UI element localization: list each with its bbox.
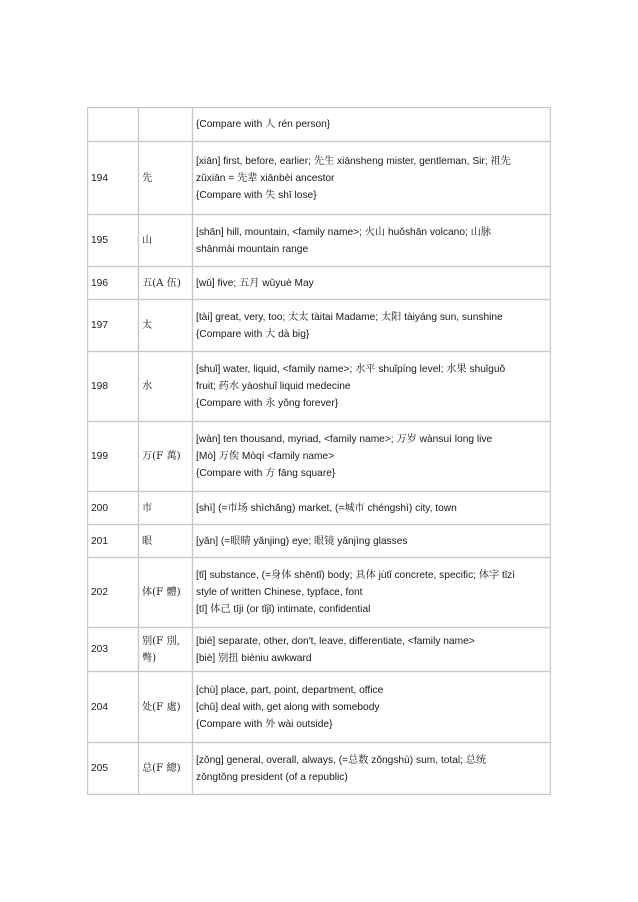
definition-line: [biè] 别扭 bièniu awkward: [196, 652, 312, 664]
entry-definition: [193, 300, 551, 352]
dictionary-table: [87, 107, 551, 795]
table-row: [88, 743, 551, 795]
entry-definition: [193, 352, 551, 422]
table-row: [88, 267, 551, 300]
definition-line: [xiān] first, before, earlier; 先生 xiānsheng mister, gentleman, Sir; 祖先: [196, 155, 511, 167]
entry-character: 总(F 總): [139, 743, 193, 795]
entry-definition: [193, 108, 551, 142]
definition-line: [tǐ] substance, (=身体 shēntǐ) body; 具体 jùtǐ concrete, specific; 体字 tǐzì: [196, 570, 516, 581]
entry-number: 202: [88, 558, 139, 628]
table-row: [88, 525, 551, 558]
table-row: [88, 558, 551, 628]
entry-definition: [193, 525, 551, 558]
entry-number: 194: [88, 142, 139, 215]
entry-definition: [193, 422, 551, 492]
definition-line: {Compare with 方 fāng square}: [196, 468, 336, 479]
table-row: [88, 352, 551, 422]
table-row: [88, 300, 551, 352]
definition-line: [shān] hill, mountain, <family name>; 火山 huǒshān volcano; 山脉: [196, 226, 492, 238]
entry-number: 199: [88, 422, 139, 492]
table-row: [88, 628, 551, 672]
definition-line: [Mò] 万俟 Mòqí <family name>: [196, 451, 335, 462]
entry-character: 体(F 體): [139, 558, 193, 628]
entry-definition: [193, 743, 551, 795]
definition-line: {Compare with 失 shī lose}: [196, 189, 317, 201]
definition-line: [wǔ] five; 五月 wǔyuè May: [196, 277, 314, 289]
definition-line: {Compare with 人 rén person}: [196, 119, 331, 130]
entry-number: 203: [88, 628, 139, 672]
definition-line: zǒngtǒng president (of a republic): [196, 771, 348, 783]
table-row: [88, 672, 551, 743]
definition-line: [yǎn] (=眼睛 yǎnjing) eye; 眼镜 yǎnjìng glasses: [196, 535, 408, 547]
definition-line: zǔxiān = 先辈 xiānbèi ancestor: [196, 172, 335, 184]
definition-line: [tài] great, very, too; 太太 tàitai Madame; 太阳 tàiyáng sun, sunshine: [196, 311, 503, 323]
table-row: [88, 492, 551, 525]
entry-character: 万(F 萬): [139, 422, 193, 492]
entry-number: 195: [88, 215, 139, 267]
entry-definition: [193, 492, 551, 525]
table-row: [88, 215, 551, 267]
entry-definition: [193, 628, 551, 672]
definition-line: fruit; 药水 yàoshuǐ liquid medecine: [196, 381, 351, 392]
entry-number: 201: [88, 525, 139, 558]
entry-character: 五(A 伍): [139, 267, 193, 300]
definition-line: [zǒng] general, overall, always, (=总数 zǒngshù) sum, total; 总统: [196, 754, 487, 766]
entry-character: 眼: [139, 525, 193, 558]
entry-character: 处(F 處): [139, 672, 193, 743]
definition-line: {Compare with 外 wài outside}: [196, 718, 333, 730]
entry-definition: [193, 558, 551, 628]
entry-number: [88, 108, 139, 142]
entry-number: 197: [88, 300, 139, 352]
entry-character: [139, 108, 193, 142]
definition-line: shānmài mountain range: [196, 243, 309, 255]
entry-number: 198: [88, 352, 139, 422]
definition-line: {Compare with 大 dà big}: [196, 328, 310, 340]
entry-definition: [193, 672, 551, 743]
table-row: [88, 422, 551, 492]
dictionary-table-body: [88, 108, 551, 795]
definition-line: [bié] separate, other, don't, leave, differentiate, <family name>: [196, 635, 475, 647]
entry-number: 196: [88, 267, 139, 300]
entry-definition: [193, 215, 551, 267]
definition-line: style of written Chinese, typface, font: [196, 587, 363, 598]
entry-number: 204: [88, 672, 139, 743]
entry-character: 山: [139, 215, 193, 267]
entry-character: 先: [139, 142, 193, 215]
definition-line: {Compare with 永 yǒng forever}: [196, 398, 339, 409]
definition-line: [chǔ] deal with, get along with somebody: [196, 701, 380, 713]
definition-line: [shì] (=市场 shìchǎng) market, (=城市 chéngshì) city, town: [196, 502, 457, 514]
entry-character: 太: [139, 300, 193, 352]
entry-number: 200: [88, 492, 139, 525]
definition-line: [tī] 体己 tīji (or tǐjǐ) intimate, confidential: [196, 604, 371, 615]
entry-character: 别(F 別, 彆): [139, 628, 193, 672]
entry-definition: [193, 267, 551, 300]
entry-character: 市: [139, 492, 193, 525]
definition-line: [chù] place, part, point, department, office: [196, 684, 384, 696]
definition-line: [wàn] ten thousand, myriad, <family name>; 万岁 wànsuì long live: [196, 434, 493, 445]
entry-number: 205: [88, 743, 139, 795]
definition-line: [shuǐ] water, liquid, <family name>; 水平 shuǐpíng level; 水果 shuǐguǒ: [196, 364, 506, 375]
table-row: [88, 142, 551, 215]
entry-character: 水: [139, 352, 193, 422]
table-row: [88, 108, 551, 142]
entry-definition: [193, 142, 551, 215]
